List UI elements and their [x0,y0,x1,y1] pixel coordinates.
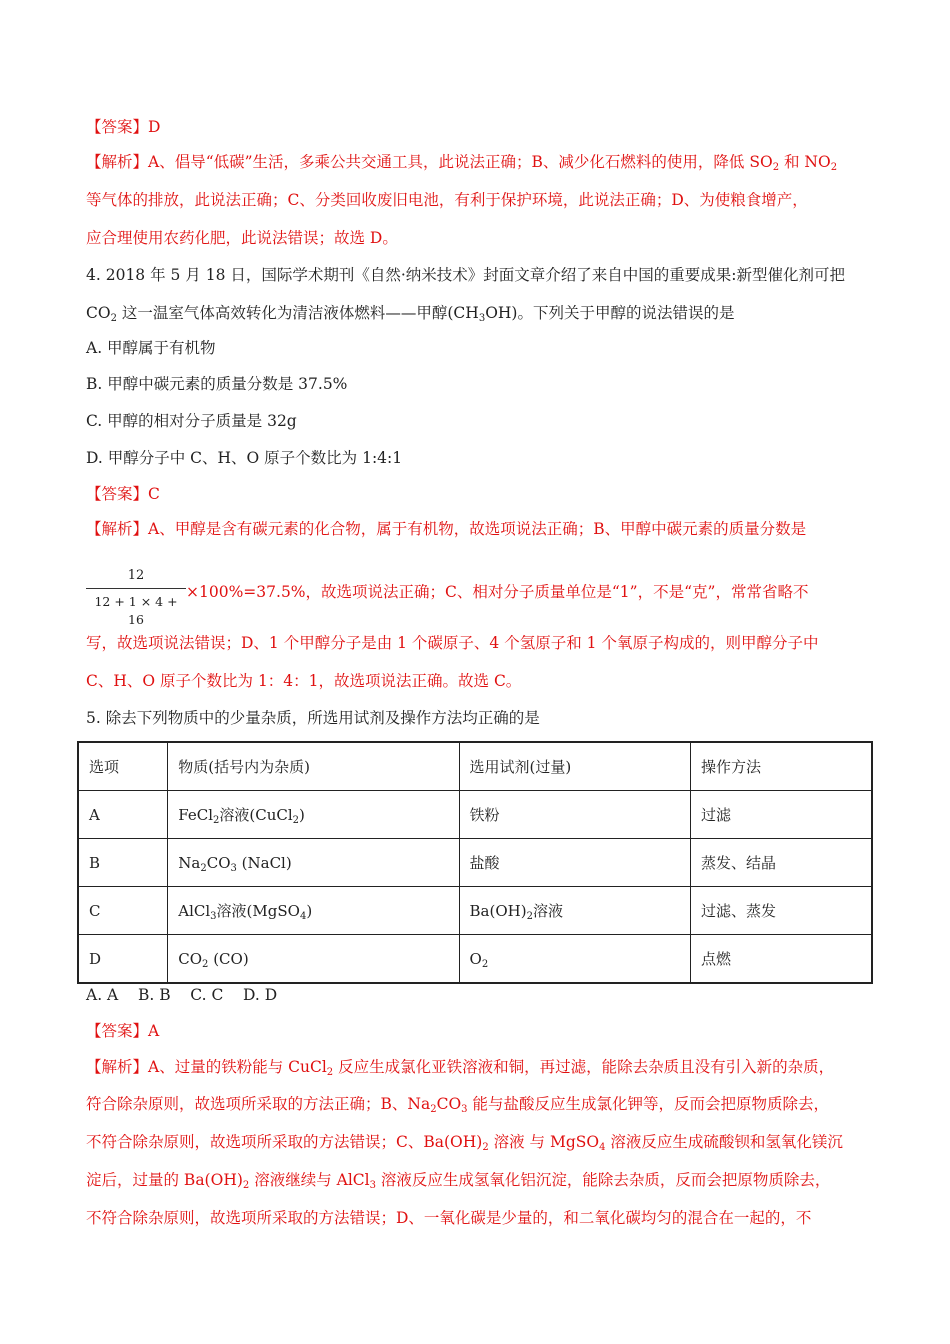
q4-option-c: C. 甲醇的相对分子质量是 32g [86,412,297,430]
q5-explanation-line-4: 淀后，过量的 $Ba(OH)_2$ 溶液继续与 AlCl$_3$ 溶液反应生成氢氧化铝沉淀，能除去杂质，反而会把原物质除去， [86,1171,831,1191]
q4-option-d: D. 甲醇分子中 C、H、O 原子个数比为 1:4:1 [86,449,403,467]
cell-substance: $CO_2$ (CO) [168,935,459,984]
cell-method: 点燃 [690,935,872,984]
cell-method: 过滤 [690,791,872,839]
cell-reagent: $Ba(OH)_2$溶液 [459,887,690,935]
cell-method: 蒸发、结晶 [690,839,872,887]
table-row [78,887,872,935]
cell-substance: $Na_2CO_3$ (NaCl) [168,839,459,887]
q5-options-table [77,741,873,984]
q4-explanation-line-1: 【解析】A、甲醇是含有碳元素的化合物，属于有机物，故选项说法正确；B、甲醇中碳元素的质量分数是 [86,520,807,538]
q3-answer: 【答案】D [86,118,161,136]
table-row [78,935,872,984]
q5-choices: A. A B. B C. C D. D [86,986,278,1004]
mass-fraction-formula [86,566,186,629]
subscript: 3 [478,313,486,324]
q4-explanation-line-2: ×100%=37.5%，故选项说法正确；C、相对分子质量单位是“1”，不是“克”，常常省略不 [186,583,809,601]
subscript: 2 [200,862,207,874]
subscript: 2 [526,911,533,922]
header-reagent: 选用试剂(过量) [459,742,690,791]
q5-explanation-line-1: 【解析】A、过量的铁粉能与 CuCl$_2$ 反应生成氯化亚铁溶液和铜，再过滤，能除去杂质且没有引入新的杂质， [86,1058,835,1078]
table-row [78,839,872,887]
q4-stem-line-2: $CO_2$ 这一温室气体高效转化为清洁液体燃料——甲醇$(CH_3OH)$。下列关于甲醇的说法错误的是 [86,304,735,324]
q3-explanation-line-1: 【解析】A、倡导“低碳”生活，多乘公共交通工具，此说法正确；B、减少化石燃料的使用，降低 $SO_2$ 和 $NO_2$ [86,153,838,173]
subscript: 2 [213,815,220,826]
q5-explanation-line-3: 不符合除杂原则，故选项所采取的方法错误；C、$Ba(OH)_2$ 溶液 与 MgSO$_4$ 溶液反应生成硫酸钡和氢氧化镁沉 [86,1133,843,1153]
cell-option: A [78,791,168,839]
subscript: 3 [369,1180,376,1191]
subscript: 3 [461,1104,468,1115]
subscript: 2 [830,162,838,173]
q5-answer: 【答案】A [86,1022,160,1040]
subscript: 2 [202,958,209,970]
q3-explanation-line-2: 等气体的排放，此说法正确；C、分类回收废旧电池，有利于保护环境，此说法正确；D、为使粮食增产， [86,191,808,209]
cell-substance: AlCl$_3$溶液(MgSO$_4$) [168,887,459,935]
q4-explanation-line-4: C、H、O 原子个数比为 1：4：1，故选项说法正确。故选 C。 [86,672,522,690]
q4-explanation-line-3: 写，故选项说法错误；D、1 个甲醇分子是由 1 个碳原子、4 个氢原子和 1 个氧原子构成的，则甲醇分子中 [86,634,819,652]
subscript: 2 [292,815,300,826]
subscript: 2 [430,1104,437,1115]
table-header-row [78,742,872,791]
fraction-numerator: 12 [127,568,145,583]
q4-stem-line-1: 4. 2018 年 5 月 18 日，国际学术期刊《自然·纳米技术》封面文章介绍了来自中国的重要成果:新型催化剂可把 [86,266,846,284]
cell-substance: FeCl$_2$溶液(CuCl$_2$) [168,791,459,839]
cell-reagent: $O_2$ [459,935,690,984]
subscript: 2 [110,313,117,324]
subscript: 2 [772,162,780,173]
subscript: 4 [299,911,307,922]
table-row [78,791,872,839]
cell-method: 过滤、蒸发 [690,887,872,935]
cell-reagent: 盐酸 [459,839,690,887]
q5-stem: 5. 除去下列物质中的少量杂质，所选用试剂及操作方法均正确的是 [86,709,540,727]
q4-option-b: B. 甲醇中碳元素的质量分数是 37.5% [86,375,348,393]
subscript: 3 [230,862,237,874]
q5-explanation-line-2: 符合除杂原则，故选项所采取的方法正确；B、$Na_2CO_3$ 能与盐酸反应生成氯化钾等，反而会把原物质除去， [86,1095,829,1115]
subscript: 4 [599,1142,606,1153]
fraction-denominator: 12 + 1 × 4 + 16 [94,594,178,627]
subscript: 2 [481,958,489,970]
q4-answer: 【答案】C [86,485,160,503]
header-substance: 物质(括号内为杂质) [168,742,459,791]
q5-explanation-line-5: 不符合除杂原则，故选项所采取的方法错误；D、一氧化碳是少量的，和二氧化碳均匀的混合在一起的，不 [86,1209,812,1227]
q3-explanation-line-3: 应合理使用农药化肥，此说法错误；故选 D。 [86,229,398,247]
q4-option-a: A. 甲醇属于有机物 [86,339,216,357]
header-option: 选项 [78,742,168,791]
subscript: 2 [482,1142,489,1153]
cell-option: B [78,839,168,887]
cell-reagent: 铁粉 [459,791,690,839]
cell-option: C [78,887,168,935]
subscript: 2 [326,1067,334,1078]
subscript: 2 [242,1180,250,1191]
fraction-bar [86,588,186,589]
cell-option: D [78,935,168,984]
header-method: 操作方法 [690,742,872,791]
subscript: 3 [210,911,217,922]
